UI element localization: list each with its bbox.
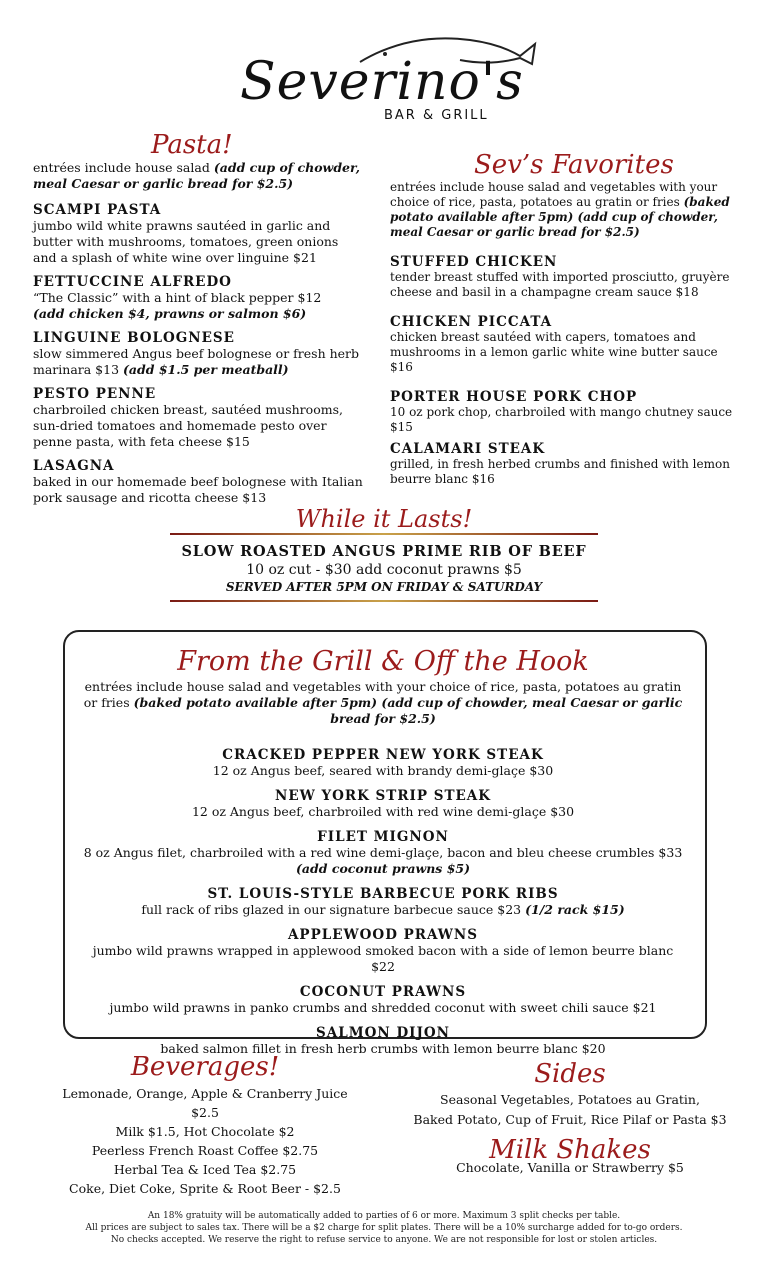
footer-line: An 18% gratuity will be automatically added to parties of 6 or more. Maximum 3 split checks per table.	[147, 1211, 621, 1221]
item-desc: baked salmon fillet in fresh herb crumbs with lemon beurre blanc $20	[160, 1041, 606, 1056]
item-desc: jumbo wild prawns in panko crumbs and shredded coconut with sweet chili sauce $21	[109, 1000, 657, 1015]
item-desc: full rack of ribs glazed in our signature barbecue sauce $23 (1/2 rack $15)	[141, 902, 625, 917]
item-name: LASAGNA	[33, 458, 115, 474]
item-desc: baked in our homemade beef bolognese with Italian pork sausage and ricotta cheese $13	[33, 474, 363, 505]
item-name: PORTER HOUSE PORK CHOP	[390, 389, 638, 405]
favorites-item	[390, 441, 740, 487]
item-name: CALAMARI STEAK	[390, 441, 546, 457]
pasta-item	[33, 274, 363, 322]
grill-item	[80, 829, 686, 877]
item-extra: (add coconut prawns $5)	[295, 861, 471, 876]
pasta-section	[33, 130, 363, 506]
sides-line: Baked Potato, Cup of Fruit, Rice Pilaf or Pasta $3	[413, 1112, 727, 1127]
grill-item	[80, 984, 686, 1016]
item-name: LINGUINE BOLOGNESE	[33, 330, 235, 346]
favorites-title: Sev’s Favorites	[474, 150, 674, 180]
item-desc: 10 oz pork chop, charbroiled with mango chutney sauce $15	[390, 405, 733, 434]
divider	[170, 600, 598, 602]
item-name: NEW YORK STRIP STEAK	[274, 788, 491, 804]
item-name: FILET MIGNON	[317, 829, 449, 845]
grill-intro: entrées include house salad and vegetables with your choice of rice, pasta, potatoes au gratin or fries (baked potato available after 5pm) (add cup of chowder, meal Caesar or garlic bread for $2.5)	[83, 679, 683, 726]
favorites-section	[390, 150, 740, 487]
item-name: SALMON DIJON	[316, 1025, 450, 1041]
grill-item	[80, 747, 686, 779]
grill-title: From the Grill & Off the Hook	[177, 646, 589, 677]
grill-item	[80, 886, 686, 918]
item-desc: 12 oz Angus beef, charbroiled with red wine demi-glaçe $30	[191, 804, 575, 819]
item-desc: slow simmered Angus beef bolognese or fresh herb marinara $13 (add $1.5 per meatball)	[33, 346, 360, 377]
beverage-line: Peerless French Roast Coffee $2.75	[91, 1143, 319, 1158]
item-desc: “The Classic” with a hint of black pepper $12	[33, 290, 322, 305]
beverage-line: Lemonade, Orange, Apple & Cranberry Juice $2.5	[62, 1086, 348, 1120]
logo-name: Severino's	[240, 52, 524, 112]
sides-title: Sides	[534, 1059, 606, 1089]
footer-line: No checks accepted. We reserve the right to refuse service to anyone. We are not responsible for lost or stolen articles.	[110, 1235, 658, 1245]
favorites-item	[390, 389, 740, 435]
special-line: 10 oz cut - $30 add coconut prawns $5	[246, 562, 522, 578]
sides-section	[400, 1058, 740, 1176]
pasta-item	[33, 202, 363, 266]
item-name: APPLEWOOD PRAWNS	[287, 927, 479, 943]
item-desc: grilled, in fresh herbed crumbs and finished with lemon beurre blanc $16	[390, 457, 730, 486]
beverages-section	[60, 1050, 350, 1198]
favorites-item	[390, 254, 740, 300]
pasta-item	[33, 458, 363, 506]
pasta-item	[33, 330, 363, 378]
beverages-title: Beverages!	[130, 1052, 280, 1082]
pasta-item	[33, 386, 363, 450]
item-name: CRACKED PEPPER NEW YORK STEAK	[222, 747, 544, 763]
item-name: SCAMPI PASTA	[33, 202, 162, 218]
item-desc: jumbo wild white prawns sautéed in garlic and butter with mushrooms, tomatoes, green onions and a splash of white wine over linguine $21	[33, 218, 339, 265]
pasta-intro: entrées include house salad (add cup of chowder, meal Caesar or garlic bread for $2.5)	[33, 160, 361, 191]
item-name: COCONUT PRAWNS	[299, 984, 467, 1000]
item-desc: tender breast stuffed with imported prosciutto, gruyère cheese and basil in a champagne cream sauce $18	[390, 270, 730, 299]
item-desc: charbroiled chicken breast, sautéed mushrooms, sun-dried tomatoes and homemade pesto over penne pasta, with feta cheese $15	[33, 402, 343, 449]
footer-line: All prices are subject to sales tax. There will be a $2 charge for split plates. There will be a 10% surcharge added for to-go orders.	[85, 1223, 683, 1233]
beverage-line: Coke, Diet Coke, Sprite & Root Beer - $2.5	[69, 1181, 341, 1196]
favorites-intro: entrées include house salad and vegetables with your choice of rice, pasta, potatoes au gratin or fries (baked potato available after 5pm) (add cup of chowder, meal Caesar or garlic bread for $2.5)	[390, 180, 730, 239]
pasta-title: Pasta!	[151, 130, 233, 160]
special-name: SLOW ROASTED ANGUS PRIME RIB OF BEEF	[181, 543, 587, 560]
item-name: PESTO PENNE	[33, 386, 157, 402]
item-desc: chicken breast sautéed with capers, tomatoes and mushrooms in a lemon garlic white wine butter sauce $16	[390, 330, 718, 374]
shakes-title: Milk Shakes	[489, 1135, 651, 1165]
grill-section	[80, 645, 686, 1066]
item-name: CHICKEN PICCATA	[390, 314, 553, 330]
item-name: FETTUCCINE ALFREDO	[33, 274, 232, 290]
footer	[80, 1210, 688, 1246]
item-desc: 8 oz Angus filet, charbroiled with a red wine demi-glaçe, bacon and bleu cheese crumbles $33	[83, 845, 683, 860]
special-section	[170, 505, 598, 602]
beverage-line: Milk $1.5, Hot Chocolate $2	[115, 1124, 295, 1139]
logo-subtitle: BAR & GRILL	[384, 108, 489, 123]
grill-item	[80, 927, 686, 975]
special-title: While it Lasts!	[295, 505, 473, 533]
favorites-item	[390, 314, 740, 375]
item-name: ST. LOUIS-STYLE BARBECUE PORK RIBS	[207, 886, 559, 902]
sides-line: Seasonal Vegetables, Potatoes au Gratin,	[440, 1092, 700, 1107]
grill-item	[80, 788, 686, 820]
logo	[230, 30, 540, 125]
item-desc: jumbo wild prawns wrapped in applewood smoked bacon with a side of lemon beurre blanc $22	[92, 943, 674, 974]
item-extra: (add chicken $4, prawns or salmon $6)	[33, 306, 307, 321]
beverage-line: Herbal Tea & Iced Tea $2.75	[113, 1162, 297, 1177]
shakes-line: Chocolate, Vanilla or Strawberry $5	[456, 1160, 684, 1175]
divider	[170, 533, 598, 535]
item-desc: 12 oz Angus beef, seared with brandy demi-glaçe $30	[212, 763, 554, 778]
special-note: SERVED AFTER 5PM ON FRIDAY & SATURDAY	[225, 580, 543, 594]
item-name: STUFFED CHICKEN	[390, 254, 558, 270]
